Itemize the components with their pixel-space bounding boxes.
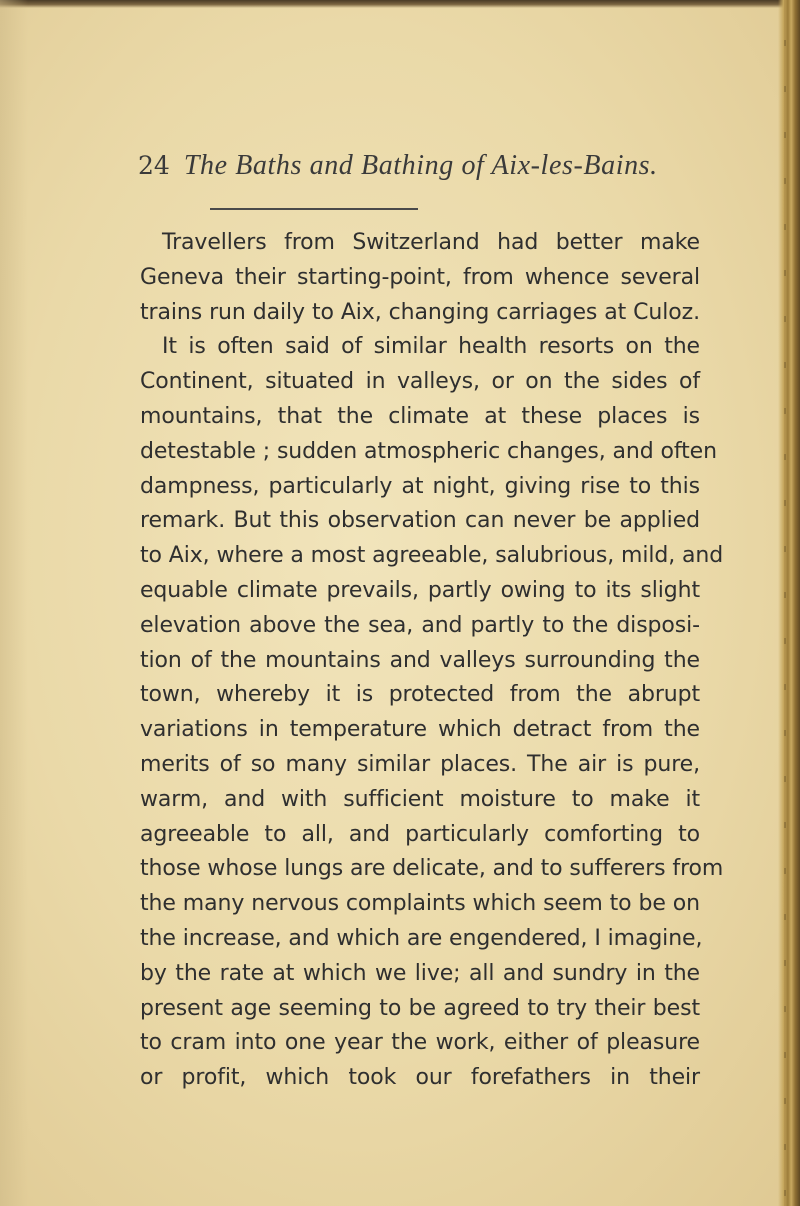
page-stack-right-edge: [778, 0, 800, 1206]
text-line: tion of the mountains and valleys surrounding the: [140, 647, 700, 673]
running-header: [138, 150, 658, 186]
text-line: agreeable to all, and particularly comforting to: [140, 821, 700, 847]
text-line: by the rate at which we live; all and sundry in the: [140, 960, 700, 986]
text-line: merits of so many similar places. The air is pure,: [140, 751, 700, 777]
text-line: detestable ; sudden atmospheric changes, and often: [140, 438, 717, 464]
text-line: variations in temperature which detract from the: [140, 717, 700, 743]
text-line: warm, and with sufficient moisture to make it: [140, 786, 700, 812]
text-line: the increase, and which are engendered, I imagine,: [140, 925, 703, 951]
text-line: town, whereby it is protected from the abrupt: [140, 682, 700, 708]
text-line: Geneva their starting-point, from whence several: [140, 264, 700, 290]
text-line: those whose lungs are delicate, and to sufferers from: [140, 856, 724, 882]
text-line: Travellers from Switzerland had better make: [162, 230, 700, 255]
header-rule: [210, 208, 418, 210]
text-line: It is often said of similar health resorts on the: [162, 334, 700, 360]
text-line: to cram into one year the work, either of pleasure: [140, 1030, 700, 1056]
body-text: [140, 226, 724, 1096]
text-line: dampness, particularly at night, giving rise to this: [140, 473, 700, 499]
text-line: elevation above the sea, and partly to the disposi-: [140, 612, 700, 638]
text-line: present age seeming to be agreed to try their best: [140, 995, 700, 1021]
text-line: equable climate prevails, partly owing to its slight: [140, 577, 700, 603]
text-line: or profit, which took our forefathers in their: [140, 1065, 700, 1091]
running-title: The Baths and Bathing of Aix-les-Bains.: [183, 150, 658, 181]
text-line: Continent, situated in valleys, or on the sides of: [140, 369, 700, 395]
text-line: the many nervous complaints which seem to be on: [140, 891, 700, 917]
text-line: to Aix, where a most agreeable, salubrious, mild, and: [140, 543, 724, 569]
text-line: trains run daily to Aix, changing carriages at Culoz.: [140, 299, 700, 325]
text-line: remark. But this observation can never be applied: [140, 508, 700, 534]
page-number: 24: [138, 151, 170, 180]
binding-top-edge: [0, 0, 800, 8]
page-left-shadow: [0, 0, 28, 1206]
text-line: mountains, that the climate at these places is: [140, 403, 700, 429]
